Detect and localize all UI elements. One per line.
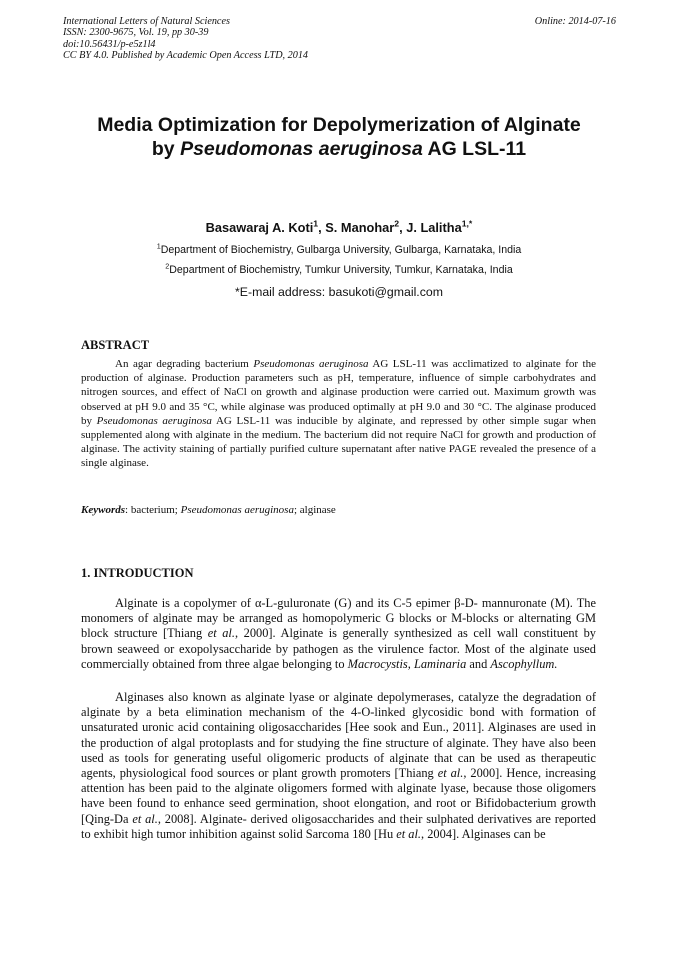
- author-2-affil: 2: [394, 218, 400, 229]
- affiliation-1-number: 1: [156, 241, 161, 251]
- author-3-affil: 1,*: [461, 218, 473, 229]
- affiliation-2-number: 2: [165, 261, 170, 271]
- keyword-3: ; alginase: [293, 504, 336, 516]
- intro-p2-text: , 2004]. Alginases can be: [421, 826, 546, 841]
- abstract-part-1: An agar degrading bacterium: [115, 358, 254, 370]
- abstract-text: [81, 357, 596, 471]
- abstract-species-2: Pseudomonas aeruginosa: [96, 414, 212, 427]
- abstract-part-2: AG LSL-11 was acclimatized to alginate for the production of alginase. Production parameters such as pH, temperature, influence of simple carbohydrates and nitrogen sources, and effect of NaCl on growth and alginase production were carried out. Maximum growth was observed at pH 9.0 and 35 °C, while alginase was produced optimally at pH 9.0 and 30 °C. The alginase produced by: [81, 358, 596, 427]
- intro-paragraph-2: [81, 690, 596, 842]
- author-3: J. Lalitha: [406, 220, 462, 235]
- contact-email: *E-mail address: basukoti@gmail.com: [235, 285, 443, 299]
- keyword-1: bacterium;: [130, 504, 181, 516]
- genus-name: Ascophyllum.: [490, 656, 558, 671]
- affiliation-1-text: Department of Biochemistry, Gulbarga University, Gulbarga, Karnataka, India: [160, 244, 522, 256]
- introduction-heading: 1. INTRODUCTION: [81, 566, 194, 580]
- license-line: CC BY 4.0. Published by Academic Open Access LTD, 2014: [63, 49, 309, 61]
- abstract-species-1: Pseudomonas aeruginosa: [253, 358, 369, 370]
- affiliation-2: [60, 261, 618, 276]
- author-2: S. Manohar: [325, 220, 395, 235]
- intro-p2-text: Alginases also known as alginate lyase or alginate depolymerases, catalyze the degradation of alginate by a beta elimination mechanism of the 4-O-linked glycosidic bond with formation of unsaturated uronic acid containing oligosaccharides [Hee sook and Eun., 2011]. Alginases are used in the production of algal protoplasts and for studying the fine structure of alginate. They have also been used as tools for generating useful oligomeric products of alginate that can be used as therapeutic agents, physiological food sources or plant growth promoters [Thiang: [81, 690, 596, 781]
- author-1: Basawaraj A. Koti: [205, 220, 314, 235]
- keywords-label: Keywords: [81, 504, 125, 516]
- title-line-1: Media Optimization for Depolymerization of Alginate: [97, 114, 581, 136]
- author-separator: ,: [399, 220, 407, 235]
- journal-name: International Letters of Natural Sciences: [63, 16, 230, 27]
- affiliation-2-text: Department of Biochemistry, Tumkur University, Tumkur, Karnataka, India: [169, 264, 513, 276]
- title-prefix: by: [151, 138, 181, 160]
- keywords-colon: :: [125, 504, 131, 516]
- abstract-heading: ABSTRACT: [81, 338, 150, 352]
- paper-title: [60, 113, 618, 161]
- citation-etal: et al.: [396, 826, 422, 841]
- author-list: [60, 220, 618, 235]
- journal-header: [63, 16, 616, 61]
- online-date: Online: 2014-07-16: [534, 16, 616, 27]
- intro-p1-text: and: [466, 656, 491, 671]
- citation-etal: et al.: [437, 766, 464, 781]
- affiliation-1: [60, 241, 618, 256]
- citation-etal: et al.: [132, 811, 158, 826]
- abstract-part-3: AG LSL-11 was inducible by alginate, and repressed by other simple sugar when supplemented along with alginate in the medium. The bacterium did not require NaCl for growth and production of alginase. The activity staining of partially purified culture supernatant after native PAGE revealed the presence of a single alginase.: [81, 414, 597, 470]
- doi-line: doi:10.56431/p-e5z1l4: [63, 38, 156, 50]
- title-suffix: AG LSL-11: [422, 138, 527, 160]
- issn-line: ISSN: 2300-9675, Vol. 19, pp 30-39: [63, 27, 209, 39]
- genus-names: Macrocystis, Laminaria: [347, 656, 467, 671]
- intro-p1-text: Alginate is a copolymer of α-L-guluronate (G) and its C-5 epimer β-D- mannuronate (M). The monomers of alginate may be arranged as homopolymeric G blocks or M-blocks or alternating GM block structure [Thiang: [81, 596, 596, 641]
- intro-p2-text: , 2008]. Alginate- derived oligosaccharides and their sulphated derivatives are reported to exhibit high tumor inhibition against solid Sarcoma 180 [Hu: [81, 811, 596, 841]
- author-separator: ,: [318, 220, 326, 235]
- keyword-2: Pseudomonas aeruginosa: [180, 504, 294, 516]
- author-1-affil: 1: [313, 218, 319, 229]
- keywords-line: [81, 503, 596, 517]
- title-species: Pseudomonas aeruginosa: [180, 138, 423, 160]
- citation-etal: et al.: [207, 626, 235, 641]
- intro-paragraph-1: [81, 596, 596, 672]
- intro-p2-text: , 2000]. Hence, increasing attention has been paid to the alginate oligomers formed with alginate lyase, because those oligomers have been found to enhance seed germination, shoot elongation, and root or Bifidobacterium growth [Qing-Da: [81, 766, 596, 826]
- title-line-2: [60, 137, 618, 161]
- intro-p1-text: , 2000]. Alginate is generally synthesized as cell wall constituent by brown seaweed or exopolysaccharide by pathogen as the virulence factor. Most of the alginate used commercially obtained from three algae belonging to: [81, 626, 597, 671]
